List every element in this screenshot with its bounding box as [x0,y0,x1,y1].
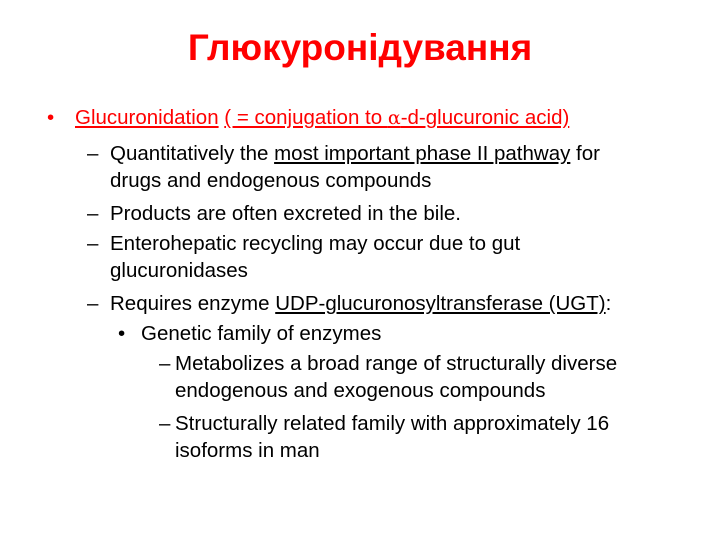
underlined-enzyme: UDP-glucuronosyltransferase (UGT) [275,292,606,315]
bullet-text-line [141,320,381,348]
alpha-symbol: α [387,107,401,129]
bullet-text-line [175,437,320,465]
dash-marker: – [159,412,171,435]
text-run: Metabolizes a broad range of structurally diverse [175,352,618,375]
bullet-text-line [175,410,609,438]
conjugation-suffix: -d-glucuronic acid) [400,106,570,129]
bullet-text-line [175,350,617,378]
text-run: Genetic family of enzymes [141,322,382,345]
dash-marker: – [87,232,99,255]
dash-marker: – [87,292,99,315]
text-run: glucuronidases [110,259,248,282]
text-run: Quantitatively the [110,142,275,165]
bullet-marker: • [47,106,55,129]
bullet-text-line [175,377,545,405]
bullet-text-glucuronidation [75,104,569,132]
bullet-text-line [110,140,600,168]
text-run: Requires enzyme [110,292,276,315]
bullet-text-line [110,230,520,258]
slide-title: Глюкуронідування [187,27,533,68]
underlined-phrase: most important phase II pathway [274,142,571,165]
text-run: endogenous and exogenous compounds [175,379,546,402]
text-run: : [605,292,612,315]
bullet-marker: • [118,322,126,345]
bullet-text-line [110,167,431,195]
conjugation-text [224,106,569,129]
link-glucuronidation: Glucuronidation [75,106,219,129]
text-run: isoforms in man [175,439,320,462]
bullet-text-line [110,290,611,318]
conjugation-prefix: ( = conjugation to [224,106,388,129]
dash-marker: – [87,202,99,225]
text-run: for [570,142,600,165]
bullet-text-line [110,257,248,285]
bullet-text-line [110,200,461,228]
text-run: Products are often excreted in the bile. [110,202,461,225]
text-run: Enterohepatic recycling may occur due to gut [110,232,521,255]
text-run: Structurally related family with approximately 16 [175,412,610,435]
dash-marker: – [87,142,99,165]
text-run: drugs and endogenous compounds [110,169,432,192]
dash-marker: – [159,352,171,375]
